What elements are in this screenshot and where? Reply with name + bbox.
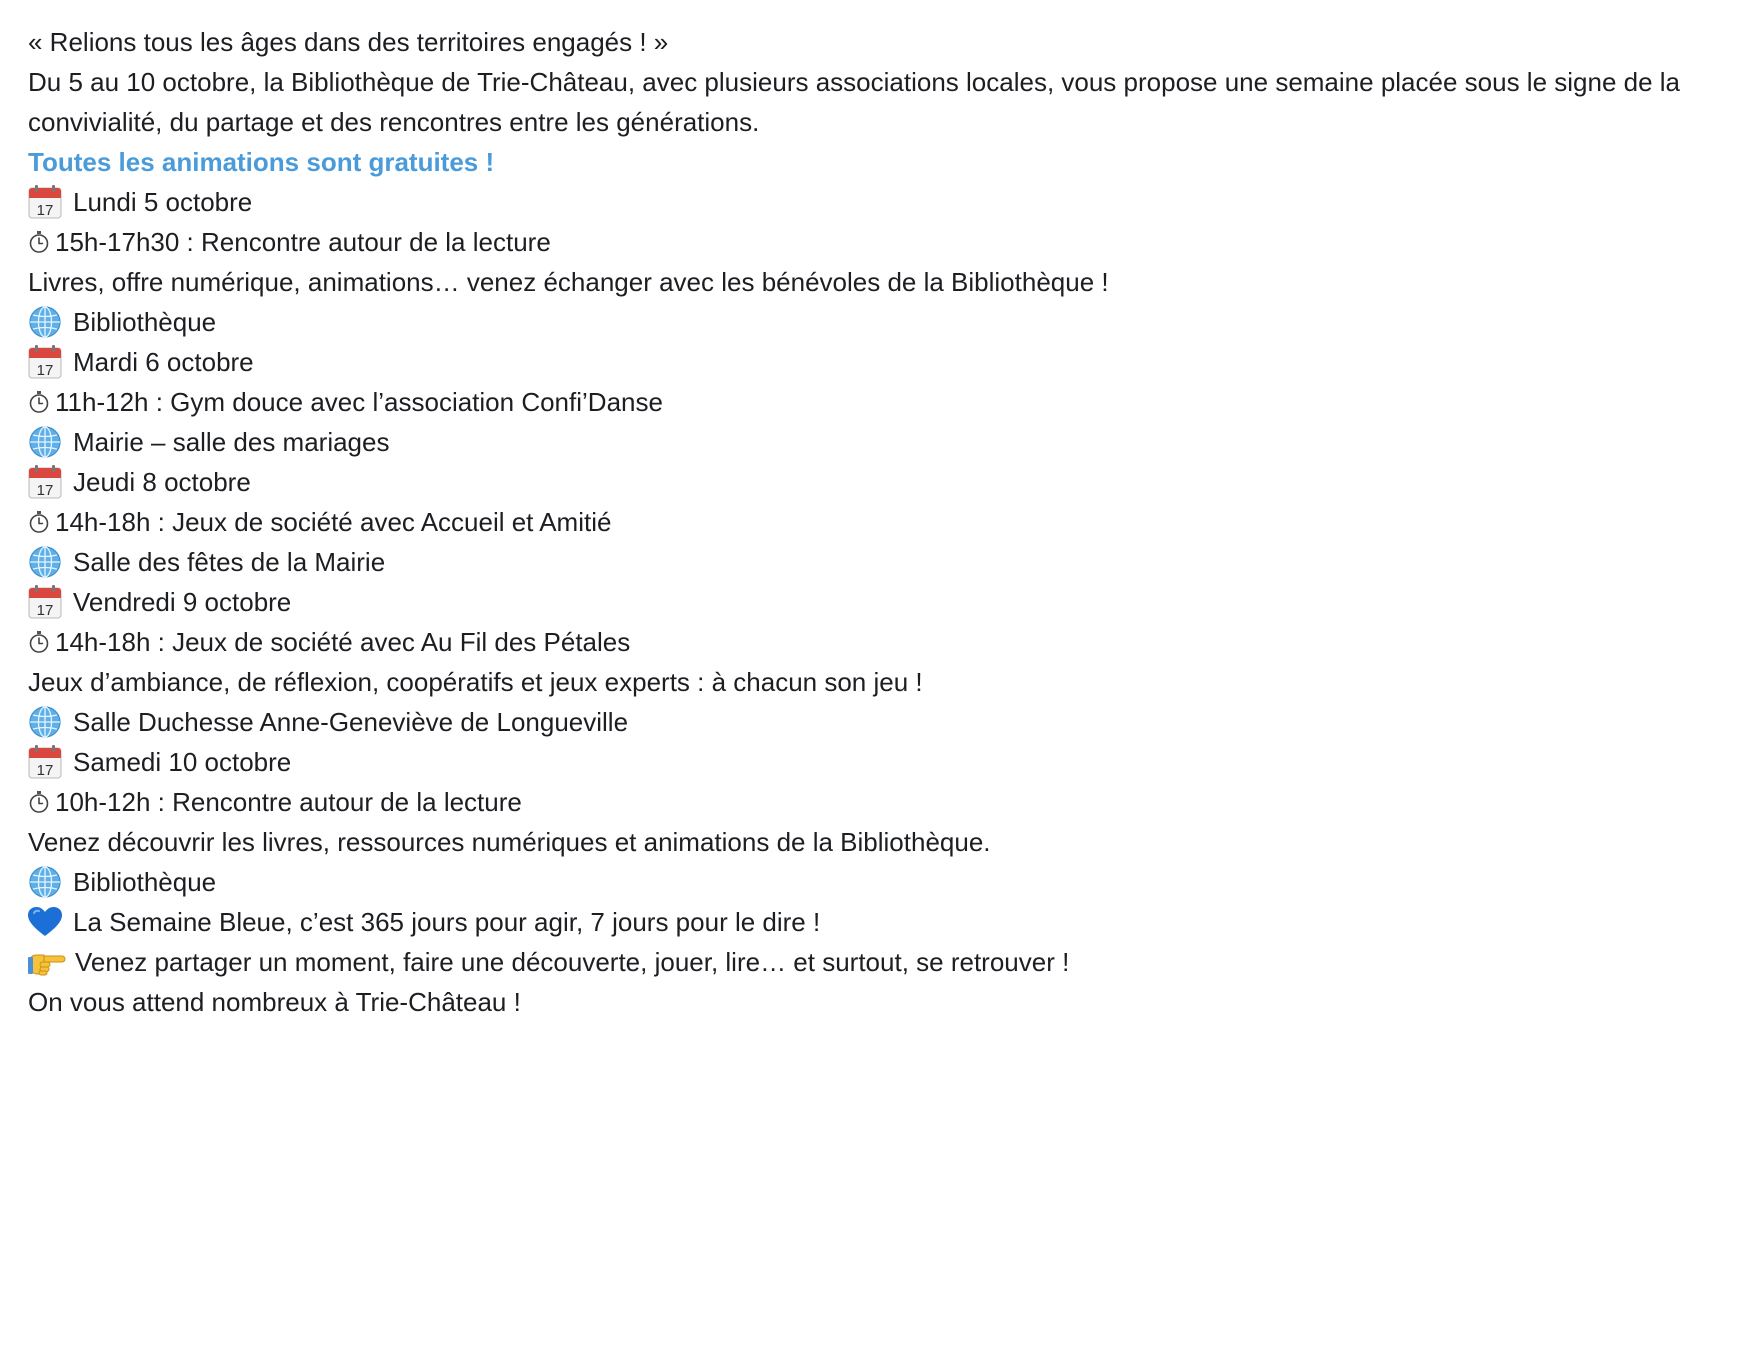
- event-item: [28, 742, 1728, 902]
- event-date: Lundi 5 octobre: [73, 187, 253, 217]
- stopwatch-icon: [28, 631, 50, 653]
- globe-icon: [28, 705, 62, 739]
- event-place-line: [28, 422, 1728, 462]
- calendar-icon: [28, 185, 62, 219]
- event-date: Vendredi 9 octobre: [73, 587, 292, 617]
- event-place: Salle Duchesse Anne-Geneviève de Longueville: [73, 707, 629, 737]
- event-item: [28, 462, 1728, 582]
- calendar-icon: [28, 465, 62, 499]
- event-time-line: [28, 382, 1728, 422]
- event-time-line: [28, 782, 1728, 822]
- closing-heart-line: [28, 902, 1728, 942]
- event-date-line: [28, 342, 1728, 382]
- post-signoff: On vous attend nombreux à Trie-Château !: [28, 987, 521, 1017]
- stopwatch-icon: [28, 511, 50, 533]
- globe-icon: [28, 545, 62, 579]
- calendar-icon: [28, 345, 62, 379]
- closing-heart-text: La Semaine Bleue, c’est 365 jours pour agir, 7 jours pour le dire !: [73, 907, 821, 937]
- event-item: [28, 182, 1728, 342]
- blue-heart-icon: [28, 907, 62, 937]
- event-time: 10h-12h : Rencontre autour de la lecture: [55, 787, 522, 817]
- event-date: Mardi 6 octobre: [73, 347, 254, 377]
- event-place: Mairie – salle des mariages: [73, 427, 390, 457]
- event-item: [28, 342, 1728, 462]
- event-time-line: [28, 622, 1728, 662]
- event-place-line: [28, 302, 1728, 342]
- calendar-icon: [28, 745, 62, 779]
- event-time: 11h-12h : Gym douce avec l’association Confi’Danse: [55, 387, 663, 417]
- event-description: Jeux d’ambiance, de réflexion, coopératifs et jeux experts : à chacun son jeu !: [28, 667, 923, 697]
- stopwatch-icon: [28, 391, 50, 413]
- post-intro: Du 5 au 10 octobre, la Bibliothèque de Trie-Château, avec plusieurs associations locales, vous propose une semaine placée sous le signe de la convivialité, du partage et des rencontres entre les générations.: [28, 67, 1681, 137]
- post-headline: « Relions tous les âges dans des territoires engagés ! »: [28, 27, 669, 57]
- closing-point-text: Venez partager un moment, faire une découverte, jouer, lire… et surtout, se retrouver !: [75, 947, 1070, 977]
- event-place-line: [28, 542, 1728, 582]
- event-date-line: [28, 742, 1728, 782]
- globe-icon: [28, 305, 62, 339]
- event-description: Livres, offre numérique, animations… venez échanger avec les bénévoles de la Bibliothèque !: [28, 267, 1109, 297]
- calendar-day-label: 17: [36, 202, 54, 220]
- stopwatch-icon: [28, 791, 50, 813]
- free-notice: Toutes les animations sont gratuites !: [28, 147, 495, 177]
- event-date: Samedi 10 octobre: [73, 747, 292, 777]
- event-item: [28, 582, 1728, 742]
- event-date-line: [28, 462, 1728, 502]
- event-place: Salle des fêtes de la Mairie: [73, 547, 386, 577]
- event-place: Bibliothèque: [73, 867, 217, 897]
- globe-icon: [28, 865, 62, 899]
- calendar-day-label: 17: [36, 762, 54, 780]
- event-time-line: [28, 222, 1728, 262]
- event-time: 14h-18h : Jeux de société avec Accueil et Amitié: [55, 507, 612, 537]
- calendar-day-label: 17: [36, 482, 54, 500]
- event-time: 14h-18h : Jeux de société avec Au Fil des Pétales: [55, 627, 631, 657]
- event-time: 15h-17h30 : Rencontre autour de la lecture: [55, 227, 551, 257]
- closing-point-line: [28, 942, 1728, 982]
- post-body: [28, 22, 1728, 1022]
- stopwatch-icon: [28, 231, 50, 253]
- event-date-line: [28, 582, 1728, 622]
- event-date: Jeudi 8 octobre: [73, 467, 251, 497]
- pointing-hand-icon: [28, 947, 66, 977]
- calendar-day-label: 17: [36, 602, 54, 620]
- calendar-icon: [28, 585, 62, 619]
- event-date-line: [28, 182, 1728, 222]
- globe-icon: [28, 425, 62, 459]
- event-time-line: [28, 502, 1728, 542]
- event-place-line: [28, 702, 1728, 742]
- calendar-day-label: 17: [36, 362, 54, 380]
- event-description: Venez découvrir les livres, ressources numériques et animations de la Bibliothèque.: [28, 827, 991, 857]
- event-place: Bibliothèque: [73, 307, 217, 337]
- event-place-line: [28, 862, 1728, 902]
